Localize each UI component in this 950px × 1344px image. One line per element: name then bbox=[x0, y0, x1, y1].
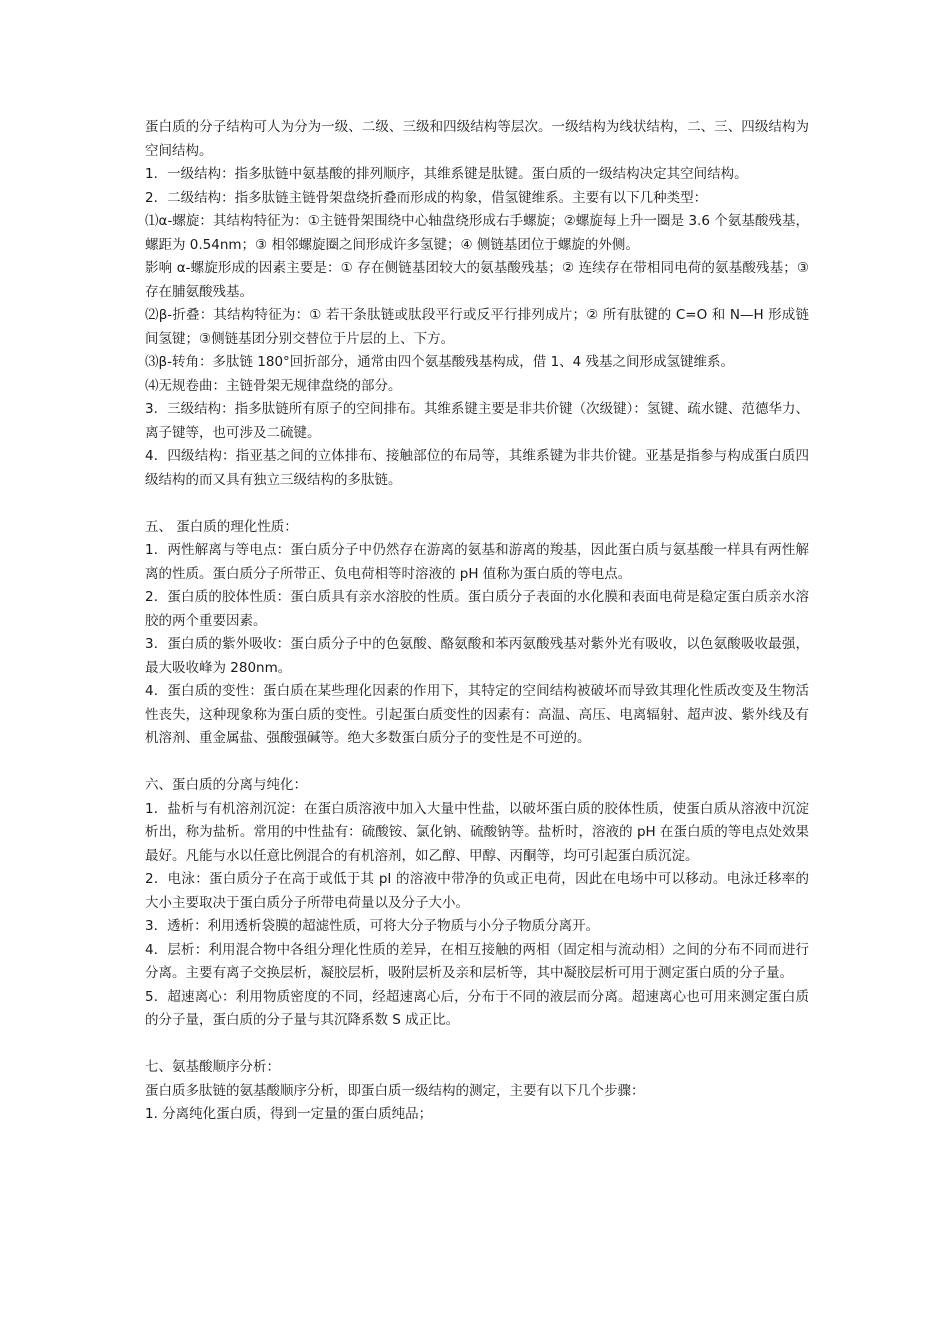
document-page bbox=[145, 116, 809, 1127]
alpha-helix-item: ⑴α-螺旋：其结构特征为：①主链骨架围绕中心轴盘绕形成右手螺旋；②螺旋每上升一圈是 3.6 个氨基酸残基，螺距为 0.54nm；③ 相邻螺旋圈之间形成许多氢键；④ 侧链基团位于螺旋的外侧。 bbox=[145, 213, 809, 253]
sequence-step-1: 1. 分离纯化蛋白质，得到一定量的蛋白质纯品； bbox=[145, 1106, 433, 1122]
section-heading-7: 七、氨基酸顺序分析： bbox=[145, 1059, 280, 1075]
primary-structure-item: 1．一级结构：指多肽链中氨基酸的排列顺序，其维系键是肽键。蛋白质的一级结构决定其空间结构。 bbox=[145, 166, 748, 182]
dialysis-item: 3．透析：利用透析袋膜的超滤性质，可将大分子物质与小分子物质分离开。 bbox=[145, 918, 600, 934]
blank-line bbox=[145, 1033, 809, 1057]
tertiary-structure-item: 3．三级结构：指多肽链所有原子的空间排布。其维系键主要是非共价键（次级键）：氢键、疏水键、范德华力、离子键等，也可涉及二硫键。 bbox=[145, 401, 809, 441]
section-heading-6: 六、蛋白质的分离与纯化： bbox=[145, 777, 307, 793]
ultracentrifugation-item: 5．超速离心：利用物质密度的不同，经超速离心后，分布于不同的液层而分离。超速离心也可用来测定蛋白质的分子量，蛋白质的分子量与其沉降系数 S 成正比。 bbox=[145, 988, 809, 1028]
quaternary-structure-item: 4．四级结构：指亚基之间的立体排布、接触部位的布局等，其维系键为非共价键。亚基是指参与构成蛋白质四级结构的而又具有独立三级结构的多肽链。 bbox=[145, 448, 809, 488]
section-heading-5: 五、 蛋白质的理化性质： bbox=[145, 518, 298, 535]
random-coil-item: ⑷无规卷曲：主链骨架无规律盘绕的部分。 bbox=[145, 377, 402, 394]
salting-out-item: 1．盐析与有机溶剂沉淀：在蛋白质溶液中加入大量中性盐，以破坏蛋白质的胶体性质，使蛋白质从溶液中沉淀析出，称为盐析。常用的中性盐有：硫酸铵、氯化钠、硫酸钠等。盐析时，溶液的 pH 在蛋白质的等电点处效果最好。凡能与水以任意比例混合的有机溶剂，如乙醇、甲醇、丙酮等，均可引起蛋白质沉淀。 bbox=[145, 800, 809, 864]
secondary-structure-item: 2．二级结构：指多肽链主链骨架盘绕折叠而形成的构象，借氢键维系。主要有以下几种类型： bbox=[145, 189, 708, 206]
beta-sheet-item: ⑵β-折叠：其结构特征为：① 若干条肽链或肽段平行或反平行排列成片；② 所有肽键的 C=O 和 N—H 形成链间氢键；③侧链基团分别交替位于片层的上、下方。 bbox=[145, 307, 809, 347]
electrophoresis-item: 2．电泳：蛋白质分子在高于或低于其 pI 的溶液中带净的负或正电荷，因此在电场中可以移动。电泳迁移率的大小主要取决于蛋白质分子所带电荷量以及分子大小。 bbox=[145, 871, 809, 911]
alpha-helix-factors: 影响 α-螺旋形成的因素主要是：① 存在侧链基团较大的氨基酸残基；② 连续存在带相同电荷的氨基酸残基；③ 存在脯氨酸残基。 bbox=[145, 260, 809, 300]
uv-absorption-item: 3．蛋白质的紫外吸收：蛋白质分子中的色氨酸、酪氨酸和苯丙氨酸残基对紫外光有吸收，以色氨酸吸收最强，最大吸收峰为 280nm。 bbox=[145, 636, 809, 676]
intro-paragraph: 蛋白质的分子结构可人为分为一级、二级、三级和四级结构等层次。一级结构为线状结构，二、三、四级结构为空间结构。 bbox=[145, 119, 809, 159]
chromatography-item: 4．层析：利用混合物中各组分理化性质的差异，在相互接触的两相（固定相与流动相）之间的分布不同而进行分离。主要有离子交换层析，凝胶层析，吸附层析及亲和层析等，其中凝胶层析可用于测定蛋白质的分子量。 bbox=[145, 941, 809, 981]
blank-line bbox=[145, 751, 809, 775]
blank-line bbox=[145, 492, 809, 516]
isoelectric-point-item: 1．两性解离与等电点：蛋白质分子中仍然存在游离的氨基和游离的羧基，因此蛋白质与氨基酸一样具有两性解离的性质。蛋白质分子所带正、负电荷相等时溶液的 pH 值称为蛋白质的等电点。 bbox=[145, 542, 809, 582]
denaturation-item: 4．蛋白质的变性：蛋白质在某些理化因素的作用下，其特定的空间结构被破坏而导致其理化性质改变及生物活性丧失，这种现象称为蛋白质的变性。引起蛋白质变性的因素有：高温、高压、电离辐射、超声波、紫外线及有机溶剂、重金属盐、强酸强碱等。绝大多数蛋白质分子的变性是不可逆的。 bbox=[145, 683, 809, 746]
beta-turn-item: ⑶β-转角：多肽链 180°回折部分，通常由四个氨基酸残基构成，借 1、4 残基之间形成氢键维系。 bbox=[145, 354, 735, 370]
colloid-property-item: 2．蛋白质的胶体性质：蛋白质具有亲水溶胶的性质。蛋白质分子表面的水化膜和表面电荷是稳定蛋白质亲水溶胶的两个重要因素。 bbox=[145, 589, 809, 629]
sequence-analysis-intro: 蛋白质多肽链的氨基酸顺序分析，即蛋白质一级结构的测定，主要有以下几个步骤： bbox=[145, 1082, 645, 1099]
